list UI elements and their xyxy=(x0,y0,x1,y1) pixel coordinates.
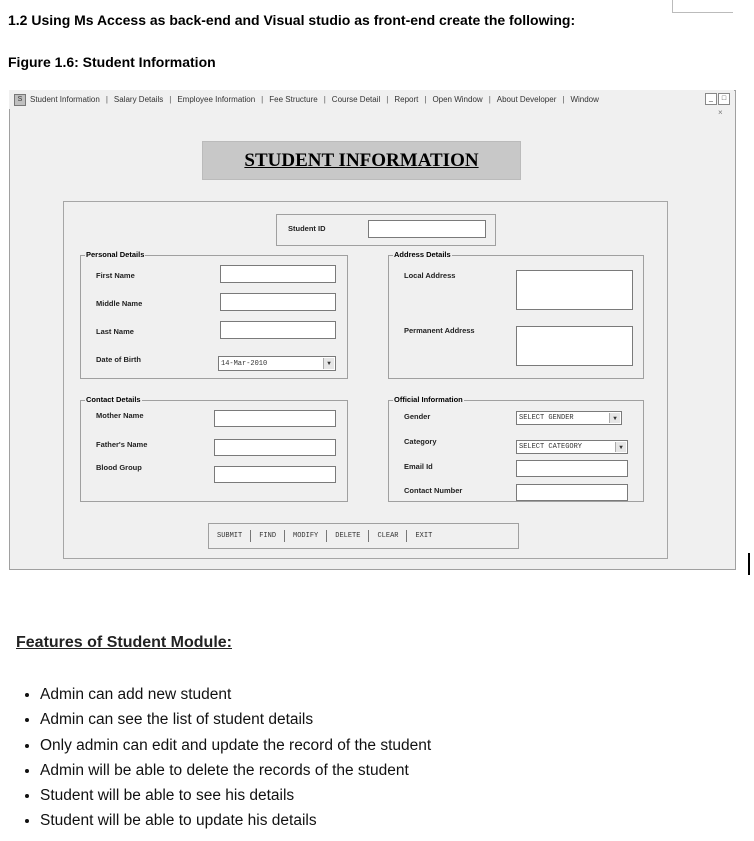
chevron-down-icon[interactable]: ▼ xyxy=(615,442,626,452)
menu-window[interactable]: Window xyxy=(570,95,599,104)
form-title: STUDENT INFORMATION xyxy=(244,149,479,171)
menu-separator: | xyxy=(562,95,565,104)
middle-name-label: Middle Name xyxy=(96,299,143,308)
permanent-address-label: Permanent Address xyxy=(404,326,475,335)
exit-button[interactable]: EXIT xyxy=(415,532,433,540)
list-item: • Student will be able to update his details xyxy=(40,808,431,833)
list-item: • Only admin can edit and update the record of the student xyxy=(40,733,431,758)
dob-label: Date of Birth xyxy=(96,355,141,364)
middle-name-input[interactable] xyxy=(220,293,336,311)
contact-number-input[interactable] xyxy=(516,484,628,501)
action-button-bar xyxy=(208,523,519,549)
section-heading: 1.2 Using Ms Access as back-end and Visual studio as front-end create the following: xyxy=(8,12,576,28)
list-item: • Student will be able to see his details xyxy=(40,783,431,808)
local-address-input[interactable] xyxy=(516,270,633,310)
contact-number-label: Contact Number xyxy=(404,486,463,495)
menu-separator: | xyxy=(105,95,108,104)
gender-select[interactable] xyxy=(516,411,622,425)
menu-student-information[interactable]: Student Information xyxy=(30,95,100,104)
official-info-label: Official Information xyxy=(394,395,463,404)
page-corner-tab xyxy=(672,0,733,13)
form-title-panel xyxy=(202,141,521,180)
app-icon: S xyxy=(14,94,26,106)
first-name-input[interactable] xyxy=(220,265,336,283)
father-name-input[interactable] xyxy=(214,439,336,456)
local-address-label: Local Address xyxy=(404,271,456,280)
find-button[interactable]: FIND xyxy=(251,530,285,542)
blood-group-label: Blood Group xyxy=(96,463,142,472)
last-name-input[interactable] xyxy=(220,321,336,339)
menu-fee-structure[interactable]: Fee Structure xyxy=(269,95,318,104)
menu-report[interactable]: Report xyxy=(394,95,419,104)
menu-separator: | xyxy=(488,95,491,104)
clear-button[interactable]: CLEAR xyxy=(369,530,407,542)
student-id-label: Student ID xyxy=(288,224,326,233)
menu-bar xyxy=(9,90,734,109)
menu-separator: | xyxy=(424,95,427,104)
category-select[interactable] xyxy=(516,440,628,454)
modify-button[interactable]: MODIFY xyxy=(285,530,327,542)
email-label: Email Id xyxy=(404,462,433,471)
category-value: SELECT CATEGORY xyxy=(519,443,583,451)
close-icon[interactable]: × xyxy=(718,108,723,117)
menu-open-window[interactable]: Open Window xyxy=(432,95,483,104)
contact-details-label: Contact Details xyxy=(86,395,141,404)
restore-button[interactable]: □ xyxy=(718,93,730,105)
menu-separator: | xyxy=(323,95,326,104)
window-controls xyxy=(705,93,730,105)
category-label: Category xyxy=(404,437,437,446)
dob-picker[interactable] xyxy=(218,356,336,371)
chevron-down-icon[interactable]: ▼ xyxy=(323,358,334,369)
gender-label: Gender xyxy=(404,412,431,421)
minimize-button[interactable]: _ xyxy=(705,93,717,105)
menu-separator: | xyxy=(261,95,264,104)
menu-separator: | xyxy=(386,95,389,104)
menu-about-developer[interactable]: About Developer xyxy=(496,95,557,104)
mother-name-label: Mother Name xyxy=(96,411,144,420)
chevron-down-icon[interactable]: ▼ xyxy=(609,413,620,423)
menu-separator: | xyxy=(169,95,172,104)
blood-group-input[interactable] xyxy=(214,466,336,483)
mother-name-input[interactable] xyxy=(214,410,336,427)
figure-caption: Figure 1.6: Student Information xyxy=(8,54,216,70)
text-cursor xyxy=(748,553,750,575)
father-name-label: Father's Name xyxy=(96,440,148,449)
address-details-label: Address Details xyxy=(394,250,451,259)
list-item: • Admin can see the list of student details xyxy=(40,707,431,732)
menu-employee-information[interactable]: Employee Information xyxy=(177,95,256,104)
list-item: • Admin can add new student xyxy=(40,682,431,707)
delete-button[interactable]: DELETE xyxy=(327,530,369,542)
student-id-input[interactable] xyxy=(368,220,486,238)
menu-course-detail[interactable]: Course Detail xyxy=(331,95,381,104)
dob-value: 14-Mar-2010 xyxy=(221,359,268,368)
permanent-address-input[interactable] xyxy=(516,326,633,366)
last-name-label: Last Name xyxy=(96,327,134,336)
submit-button[interactable]: SUBMIT xyxy=(209,530,251,542)
personal-details-label: Personal Details xyxy=(86,250,145,259)
gender-value: SELECT GENDER xyxy=(519,414,574,422)
features-heading: Features of Student Module: xyxy=(16,634,232,651)
list-item: • Admin will be able to delete the records of the student xyxy=(40,758,431,783)
features-list xyxy=(20,682,431,834)
first-name-label: First Name xyxy=(96,271,135,280)
email-input[interactable] xyxy=(516,460,628,477)
menu-salary-details[interactable]: Salary Details xyxy=(113,95,164,104)
